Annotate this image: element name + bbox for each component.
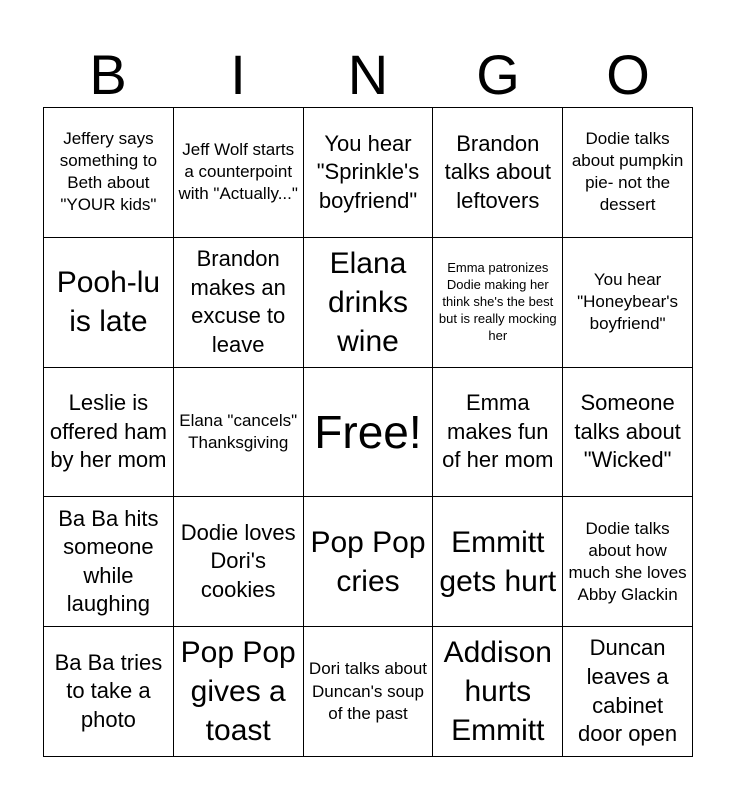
header-letter: O [606, 43, 650, 106]
bingo-cell-text: Emmitt gets hurt [439, 525, 557, 598]
bingo-cell-text: Elana "cancels" Thanksgiving [179, 410, 298, 452]
bingo-board [43, 107, 693, 757]
bingo-cell[interactable] [304, 108, 434, 238]
bingo-header [43, 44, 693, 106]
bingo-cell-text: Someone talks about "Wicked" [574, 390, 681, 473]
bingo-cell-text: You hear "Honeybear's boyfriend" [577, 270, 679, 334]
bingo-cell-text: Duncan leaves a cabinet door open [578, 635, 678, 747]
bingo-cell[interactable] [174, 368, 304, 498]
bingo-cell-text: Dodie talks about how much she loves Abby Glackin [568, 518, 687, 604]
bingo-cell-text: Emma makes fun of her mom [442, 390, 554, 473]
bingo-cell-text: Free! [314, 405, 422, 458]
bingo-cell-text: Dodie talks about pumpkin pie- not the dessert [571, 129, 684, 215]
bingo-cell[interactable] [304, 627, 434, 757]
bingo-cell[interactable] [563, 368, 693, 498]
free-space-cell[interactable] [304, 368, 434, 498]
bingo-cell[interactable] [563, 497, 693, 627]
bingo-cell[interactable] [44, 368, 174, 498]
bingo-cell[interactable] [44, 108, 174, 238]
bingo-cell-text: Dodie loves Dori's cookies [180, 519, 296, 603]
bingo-cell[interactable] [433, 238, 563, 368]
bingo-cell[interactable] [44, 627, 174, 757]
bingo-cell-text: Brandon talks about leftovers [444, 130, 551, 213]
bingo-cell-text: Pop Pop gives a toast [180, 636, 296, 748]
bingo-cell[interactable] [44, 238, 174, 368]
bingo-cell[interactable] [563, 238, 693, 368]
bingo-cell[interactable] [44, 497, 174, 627]
header-letter: G [476, 43, 520, 106]
bingo-cell-text: Dori talks about Duncan's soup of the past [308, 659, 428, 723]
bingo-cell-text: Addison hurts Emmitt [443, 636, 552, 748]
bingo-cell-text: Jeffery says something to Beth about "YOUR kids" [59, 129, 158, 215]
bingo-cell[interactable] [174, 497, 304, 627]
bingo-cell[interactable] [433, 108, 563, 238]
bingo-cell-text: Jeff Wolf starts a counterpoint with "Actually..." [178, 140, 298, 204]
bingo-cell-text: Leslie is offered ham by her mom [49, 390, 167, 473]
bingo-cell[interactable] [563, 108, 693, 238]
bingo-cell-text: Ba Ba hits someone while laughing [58, 505, 159, 617]
bingo-cell[interactable] [433, 627, 563, 757]
bingo-cell[interactable] [304, 497, 434, 627]
bingo-cell[interactable] [433, 497, 563, 627]
header-letter: N [347, 43, 389, 106]
bingo-cell[interactable] [304, 238, 434, 368]
bingo-cell-text: Pop Pop cries [310, 525, 426, 598]
header-letter: I [230, 43, 246, 106]
bingo-cell-text: Emma patronizes Dodie making her think she's the best but is really mocking her [438, 259, 557, 343]
bingo-cell[interactable] [174, 238, 304, 368]
bingo-cell-text: Elana drinks wine [327, 246, 408, 358]
bingo-cell[interactable] [174, 627, 304, 757]
bingo-cell[interactable] [563, 627, 693, 757]
bingo-cell[interactable] [433, 368, 563, 498]
bingo-cell-text: Ba Ba tries to take a photo [54, 649, 163, 732]
bingo-cell[interactable] [174, 108, 304, 238]
bingo-cell-text: You hear "Sprinkle's boyfriend" [316, 130, 420, 213]
bingo-cell-text: Pooh-lu is late [56, 266, 161, 339]
bingo-cell-text: Brandon makes an excuse to leave [190, 246, 286, 357]
header-letter: B [89, 43, 127, 106]
